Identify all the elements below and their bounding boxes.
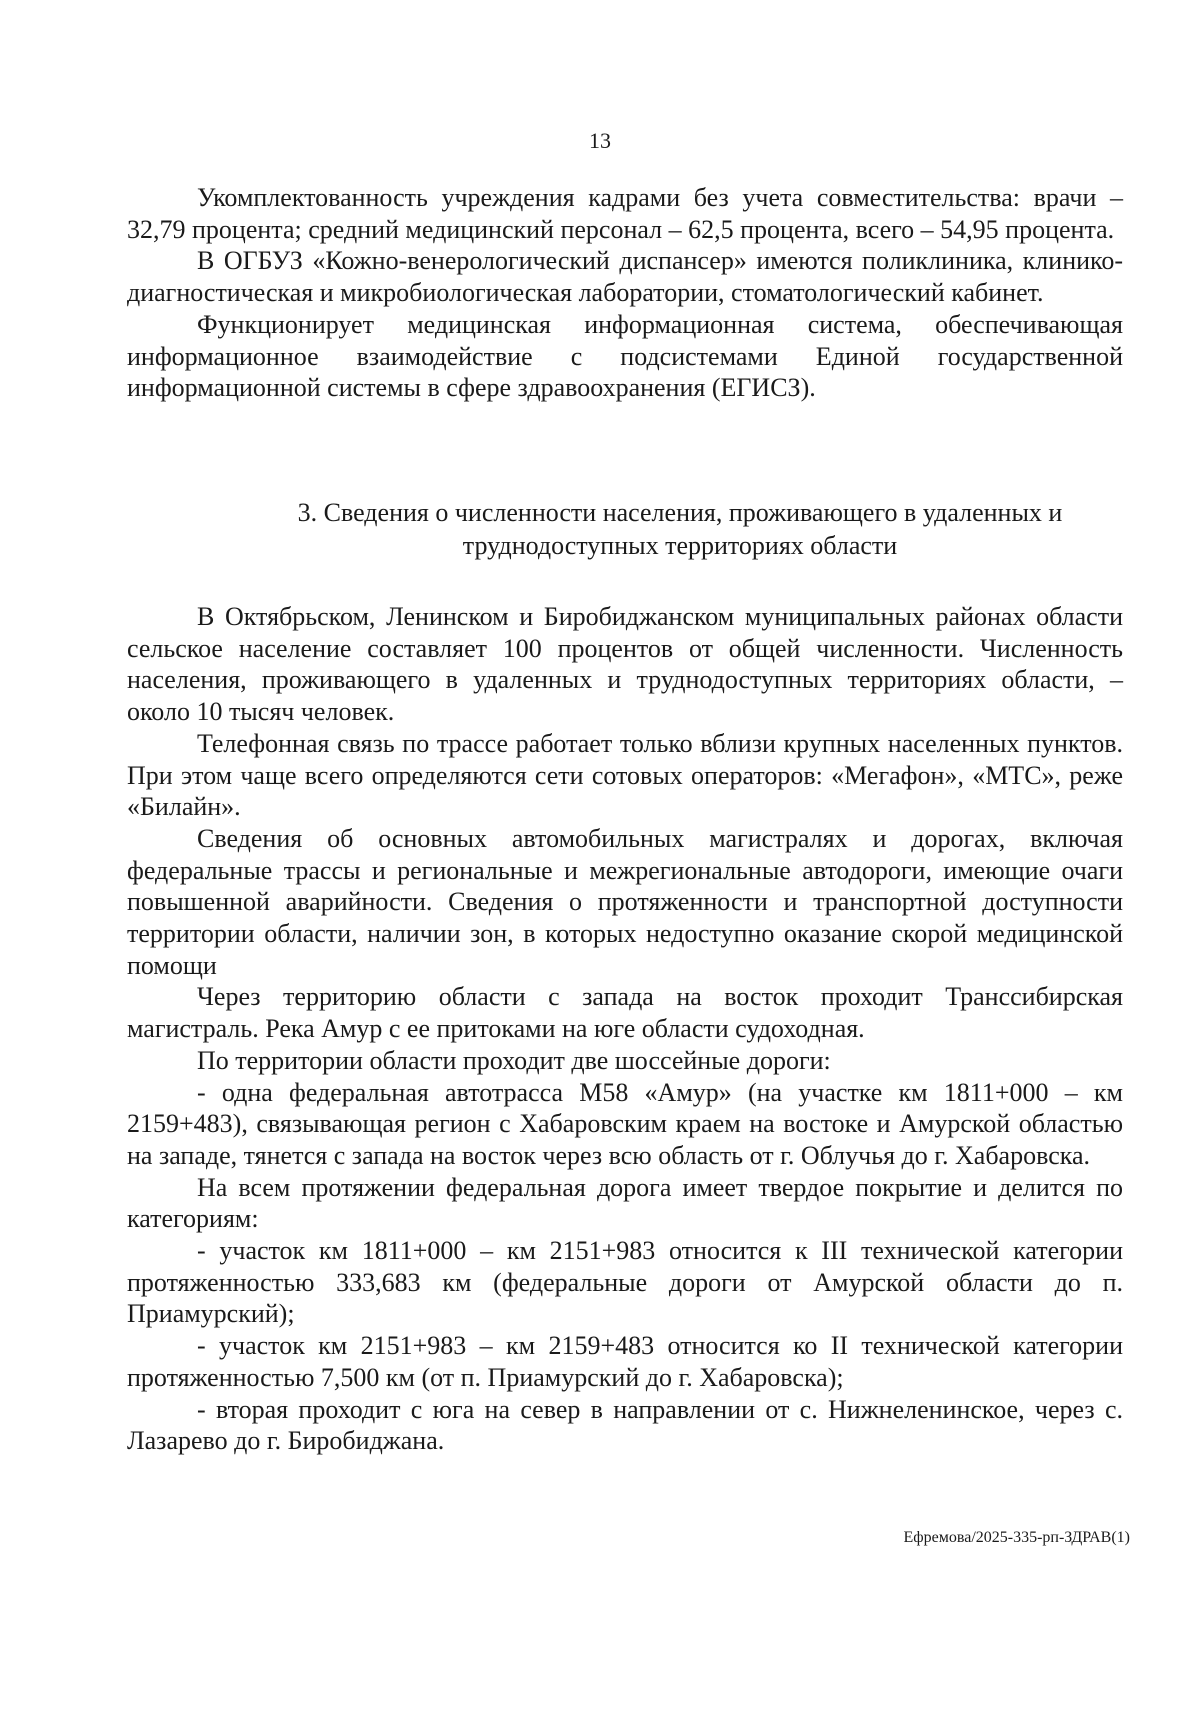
paragraph-m58-route: - одна федеральная автотрасса М58 «Амур» (на участке км 1811+000 – км 2159+483), связывающая регион с Хабаровским краем на востоке и Амурской областью на западе, тянется с запада на восток через всю область от г. Облучья до г. Хабаровска. — [127, 1077, 1123, 1170]
paragraph-telephone-coverage: Телефонная связь по трассе работает только вблизи крупных населенных пунктов. При этом чаще всего определяются сети сотовых операторов: «Мегафон», «МТС», реже «Билайн». — [127, 728, 1123, 822]
paragraph-segment-category-2: - участок км 2151+983 – км 2159+483 относится ко II технической категории протяженностью 7,500 км (от п. Приамурский до г. Хабаровска); — [127, 1331, 1123, 1392]
paragraph-rural-population: В Октябрьском, Ленинском и Биробиджанском муниципальных районах области сельское население составляет 100 процентов от общей численности. Численность населения, проживающего в удаленных и труднодоступных территориях области, – около 10 тысяч человек. — [127, 602, 1123, 727]
section-heading: 3. Сведения о численности населения, проживающего в удаленных и труднодоступных территориях области — [297, 498, 1063, 560]
paragraph-road-categories: На всем протяжении федеральная дорога имеет твердое покрытие и делится по категориям: — [127, 1172, 1123, 1234]
paragraph-information-system: Функционирует медицинская информационная система, обеспечивающая информационное взаимодействие с подсистемами Единой государственной информационной системы в сфере здравоохранения (ЕГИСЗ). — [127, 309, 1123, 403]
paragraph-staffing: Укомплектованность учреждения кадрами без учета совместительства: врачи – 32,79 процента; средний медицинский персонал – 62,5 процента, всего – 54,95 процента. — [127, 183, 1123, 244]
paragraph-transsib-amur: Через территорию области с запада на восток проходит Транссибирская магистраль. Река Амур с ее притоками на юге области судоходная. — [127, 982, 1123, 1044]
section-a-body — [127, 182, 1123, 404]
page-number: 13 — [589, 128, 611, 153]
footer-document-ref: Ефремова/2025-335-рп-ЗДРАВ(1) — [903, 1529, 1130, 1546]
paragraph-roads-overview: Сведения об основных автомобильных магистралях и дорогах, включая федеральные трассы и региональные и межрегиональные автодороги, имеющие очаги повышенной аварийности. Сведения о протяженности и транспортной доступности территории области, наличии зон, в которых недоступно оказание скорой медицинской помощи — [127, 823, 1123, 980]
paragraph-second-road: - вторая проходит с юга на север в направлении от с. Нижнеленинское, через с. Лазарево до г. Биробиджана. — [127, 1394, 1123, 1456]
section-b-body — [127, 601, 1123, 1457]
paragraph-segment-category-3: - участок км 1811+000 – км 2151+983 относится к III технической категории протяженностью 333,683 км (федеральные дороги от Амурской области до п. Приамурский); — [127, 1236, 1123, 1329]
paragraph-dispensary-facilities: В ОГБУЗ «Кожно-венерологический диспансер» имеются поликлиника, клинико-диагностическая и микробиологическая лаборатории, стоматологический кабинет. — [127, 246, 1123, 308]
paragraph-two-roads: По территории области проходит две шоссейные дороги: — [197, 1045, 831, 1075]
